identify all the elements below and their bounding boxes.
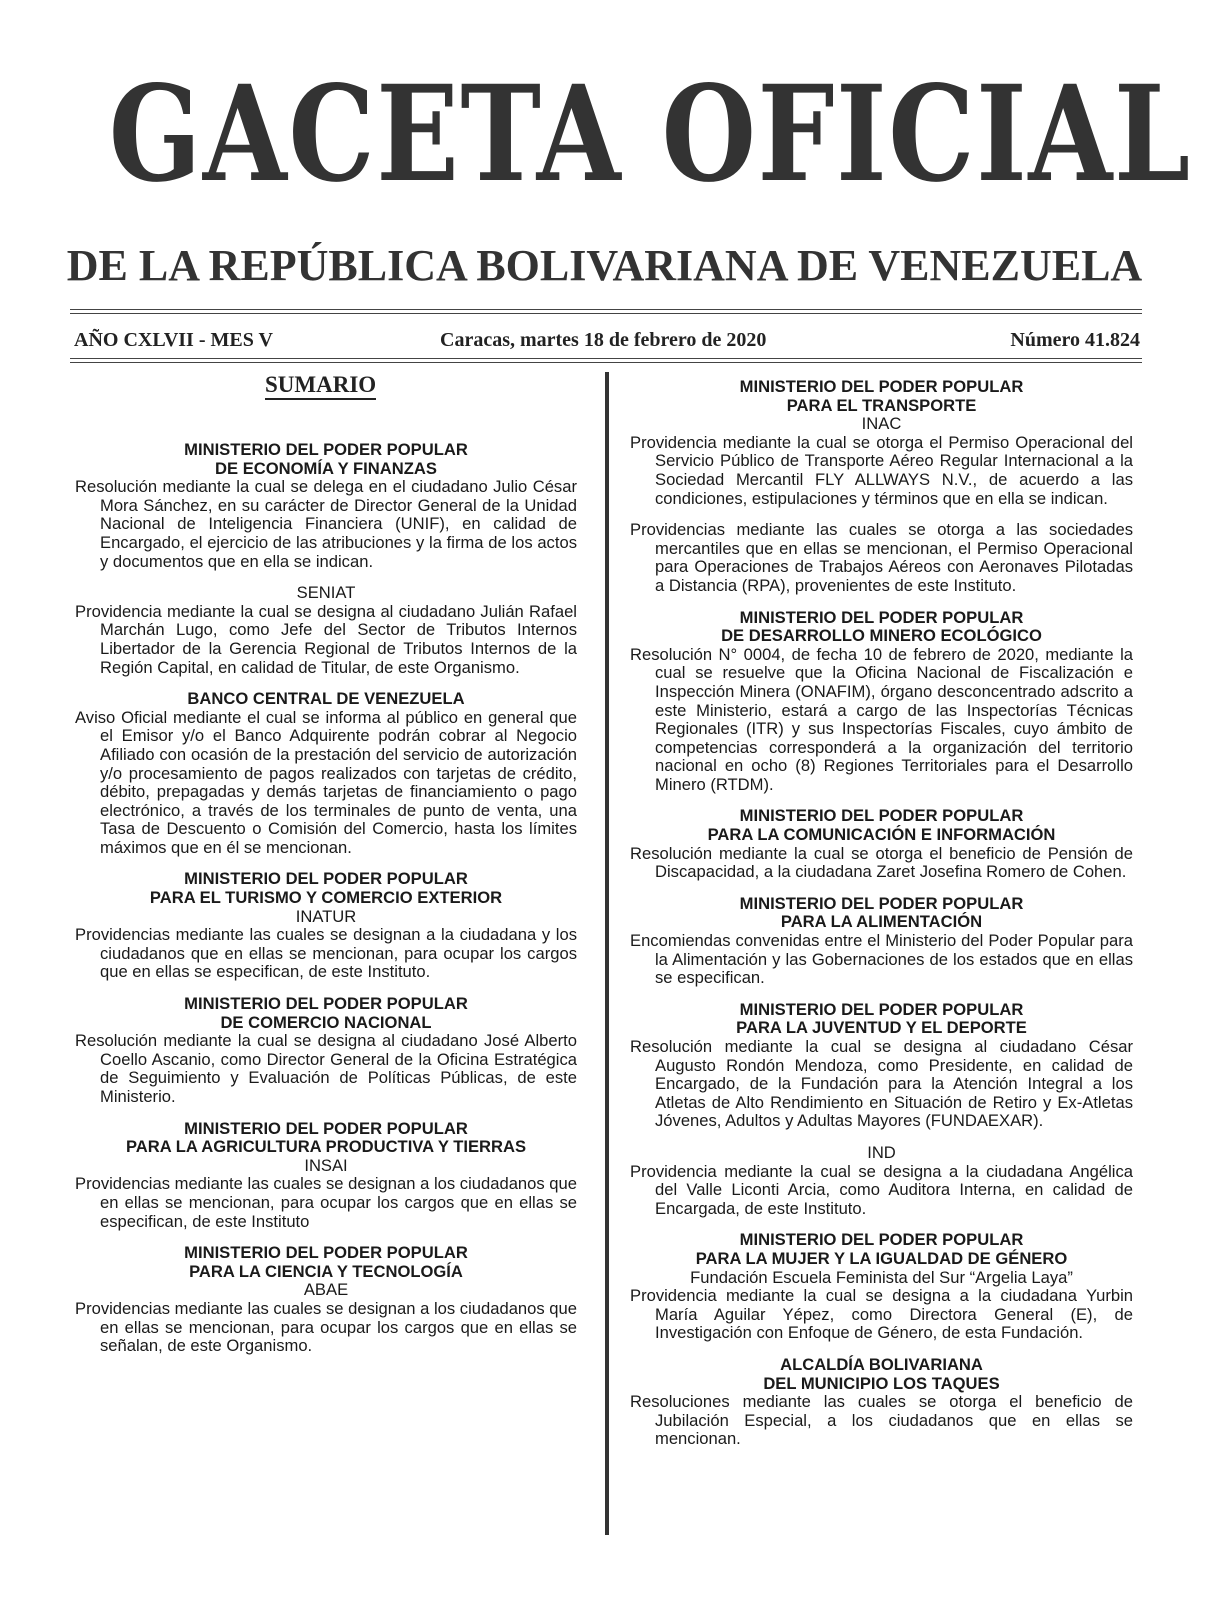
section-heading: PARA LA AGRICULTURA PRODUCTIVA Y TIERRAS — [125, 1137, 527, 1157]
section-heading: MINISTERIO DEL PODER POPULAR — [184, 1243, 468, 1263]
summary-section — [75, 584, 577, 677]
section-subheading: Fundación Escuela Feminista del Sur “Argelia Laya” — [690, 1267, 1073, 1287]
section-heading: MINISTERIO DEL PODER POPULAR — [739, 806, 1024, 826]
issue-year-month: AÑO CXLVII - MES V — [74, 329, 273, 351]
summary-section — [75, 1244, 577, 1356]
section-subheading: IND — [867, 1142, 896, 1162]
right-column — [630, 378, 1133, 1462]
summary-section — [75, 441, 577, 571]
section-heading: DE COMERCIO NACIONAL — [220, 1012, 432, 1032]
header-rule-top-2 — [70, 313, 1142, 314]
dateline — [74, 329, 1140, 355]
summary-section — [630, 1144, 1133, 1218]
header-rule-top — [70, 309, 1142, 310]
summary-section — [630, 895, 1133, 988]
section-heading: MINISTERIO DEL PODER POPULAR — [184, 440, 468, 459]
section-subheading: ABAE — [303, 1280, 349, 1300]
section-heading: PARA LA COMUNICACIÓN E INFORMACIÓN — [707, 825, 1056, 845]
summary-section — [75, 870, 577, 982]
section-heading: BANCO CENTRAL DE VENEZUELA — [187, 689, 465, 709]
gazette-title: GACETA OFICIAL — [108, 57, 1192, 212]
summary-section — [630, 1356, 1133, 1449]
summary-section — [630, 1001, 1133, 1131]
summary-section — [630, 609, 1133, 795]
summary-entry: Providencia mediante la cual se designa a la ciudadana Angélica del Valle Liconti Arcia, como Auditora Interna, en calidad de Encargada, de este Instituto. — [630, 1161, 1133, 1218]
summary-entry: Resolución mediante la cual se designa al ciudadano César Augusto Rondón Mendoza, como Presidente, en calidad de Encargado, de la Fundación para la Atención Integral a los Atletas de Alto Rendimiento en Situación de Retiro y Ex-Atletas Jóvenes, Adultos y Adultas Mayores (FUNDAEXAR). — [630, 1037, 1133, 1131]
header-rule-bottom — [70, 358, 1142, 359]
issue-number: Número 41.824 — [1010, 329, 1140, 351]
section-subheading: SENIAT — [296, 583, 356, 603]
summary-entry: Providencia mediante la cual se designa a la ciudadana Yurbin María Aguilar Yépez, como Directora General (E), de Investigación con Enfoque de Género, de esta Fundación. — [630, 1286, 1133, 1343]
summary-entry: Providencia mediante la cual se otorga el Permiso Operacional del Servicio Público de Transporte Aéreo Regular Internacional a la Sociedad Mercantil FLY ALLWAYS N.V., de acuerdo a las condiciones, estipulaciones y términos que en ella se indican. — [630, 432, 1133, 508]
section-heading: PARA EL TURISMO Y COMERCIO EXTERIOR — [149, 888, 503, 908]
summary-section — [75, 690, 577, 857]
summary-entry: Resolución mediante la cual se designa al ciudadano José Alberto Coello Ascanio, como Director General de la Oficina Estratégica de Seguimiento y Evaluación de Políticas Públicas, de este Ministerio. — [75, 1031, 577, 1106]
section-heading: MINISTERIO DEL PODER POPULAR — [184, 994, 468, 1014]
left-column — [75, 441, 577, 1369]
summary-section — [630, 1231, 1133, 1343]
summary-entry: Encomiendas convenidas entre el Ministerio del Poder Popular para la Alimentación y las Gobernaciones de los estados que en ellas se especifican. — [630, 931, 1133, 988]
section-heading: MINISTERIO DEL PODER POPULAR — [184, 1118, 468, 1138]
section-heading: MINISTERIO DEL PODER POPULAR — [739, 893, 1024, 913]
section-heading: MINISTERIO DEL PODER POPULAR — [739, 999, 1024, 1019]
header-rule-bottom-2 — [70, 362, 1142, 363]
summary-section — [75, 995, 577, 1107]
issue-place-date: Caracas, martes 18 de febrero de 2020 — [440, 329, 767, 351]
summary-entry: Resoluciones mediante las cuales se otorga el beneficio de Jubilación Especial, a los ciudadanos que en ellas se mencionan. — [630, 1392, 1133, 1449]
summary-entry: Providencias mediante las cuales se designan a los ciudadanos que en ellas se mencionan, para ocupar los cargos que en ellas se especifican, de este Instituto — [75, 1174, 577, 1231]
summary-entry: Resolución mediante la cual se otorga el beneficio de Pensión de Discapacidad, a la ciudadana Zaret Josefina Romero de Cohen. — [630, 843, 1133, 882]
gazette-subtitle: DE LA REPÚBLICA BOLIVARIANA DE VENEZUELA — [66, 241, 1143, 290]
section-heading: DE DESARROLLO MINERO ECOLÓGICO — [721, 626, 1042, 646]
summary-entry: Providencia mediante la cual se designa al ciudadano Julián Rafael Marchán Lugo, como Jefe del Sector de Tributos Internos Libertador de la Gerencia Regional de Tributos Internos de la Región Capital, en calidad de Titular, de este Organismo. — [75, 601, 577, 677]
section-subheading: INATUR — [295, 906, 357, 926]
summary-section — [75, 1120, 577, 1232]
section-heading: PARA EL TRANSPORTE — [786, 395, 977, 415]
section-heading: MINISTERIO DEL PODER POPULAR — [739, 377, 1024, 396]
section-heading: DE ECONOMÍA Y FINANZAS — [215, 458, 437, 478]
summary-entry: Providencias mediante las cuales se otorga a las sociedades mercantiles que en ellas se mencionan, el Permiso Operacional para Operaciones de Trabajos Aéreos con Aeronaves Pilotadas a Distancia (RPA), provenientes de este Instituto. — [630, 520, 1133, 595]
summary-entry: Providencias mediante las cuales se designan a los ciudadanos que en ellas se mencionan, para ocupar los cargos que en ellas se señalan, de este Organismo. — [75, 1298, 577, 1356]
section-heading: PARA LA MUJER Y LA IGUALDAD DE GÉNERO — [695, 1248, 1068, 1268]
section-heading: MINISTERIO DEL PODER POPULAR — [739, 607, 1024, 627]
sumario-heading: SUMARIO — [265, 372, 376, 400]
summary-section — [630, 807, 1133, 881]
section-subheading: INSAI — [304, 1155, 348, 1175]
section-heading: MINISTERIO DEL PODER POPULAR — [739, 1230, 1024, 1250]
summary-entry: Resolución N° 0004, de fecha 10 de febrero de 2020, mediante la cual se resuelve que la Oficina Nacional de Fiscalización e Inspección Minera (ONAFIM), órgano desconcentrado adscrito a este Ministerio, estará a cargo de las Inspectorías Técnicas Regionales (ITR) y sus Inspectorías Fiscales, cuyo ámbito de competencias corresponderá a la organización del territorio nacional en ocho (8) Regiones Territoriales para el Desarrollo Minero (RTDM). — [630, 644, 1133, 794]
summary-section — [630, 378, 1133, 596]
section-heading: PARA LA CIENCIA Y TECNOLOGÍA — [189, 1261, 463, 1281]
summary-entry: Providencias mediante las cuales se designan a la ciudadana y los ciudadanos que en ellas se mencionan, para ocupar los cargos que en ellas se especifican, de este Instituto. — [75, 925, 577, 982]
column-divider — [605, 372, 609, 1535]
section-heading: DEL MUNICIPIO LOS TAQUES — [763, 1373, 1000, 1393]
section-subheading: INAC — [861, 414, 902, 434]
section-heading: ALCALDÍA BOLIVARIANA — [780, 1354, 983, 1374]
section-heading: MINISTERIO DEL PODER POPULAR — [184, 869, 468, 889]
summary-entry: Aviso Oficial mediante el cual se informa al público en general que el Emisor y/o el Banco Adquirente podrán cobrar al Negocio Afiliado con ocasión de la prestación del servicio de autorización y/o procesamiento de pagos realizados con tarjetas de crédito, débito, prepagadas y demás tarjetas de financiamiento o pago electrónico, a través de los terminales de punto de venta, una Tasa de Descuento o Comisión del Comercio, hasta los límites máximos que en él se mencionan. — [75, 707, 577, 857]
section-heading: PARA LA JUVENTUD Y EL DEPORTE — [736, 1018, 1027, 1038]
masthead — [0, 57, 1209, 212]
section-heading: PARA LA ALIMENTACIÓN — [780, 912, 983, 932]
summary-entry: Resolución mediante la cual se delega en el ciudadano Julio César Mora Sánchez, en su carácter de Director General de la Unidad Nacional de Inteligencia Financiera (UNIF), en calidad de Encargado, el ejercicio de las atribuciones y la firma de los actos y documentos que en ella se indican. — [75, 477, 577, 571]
